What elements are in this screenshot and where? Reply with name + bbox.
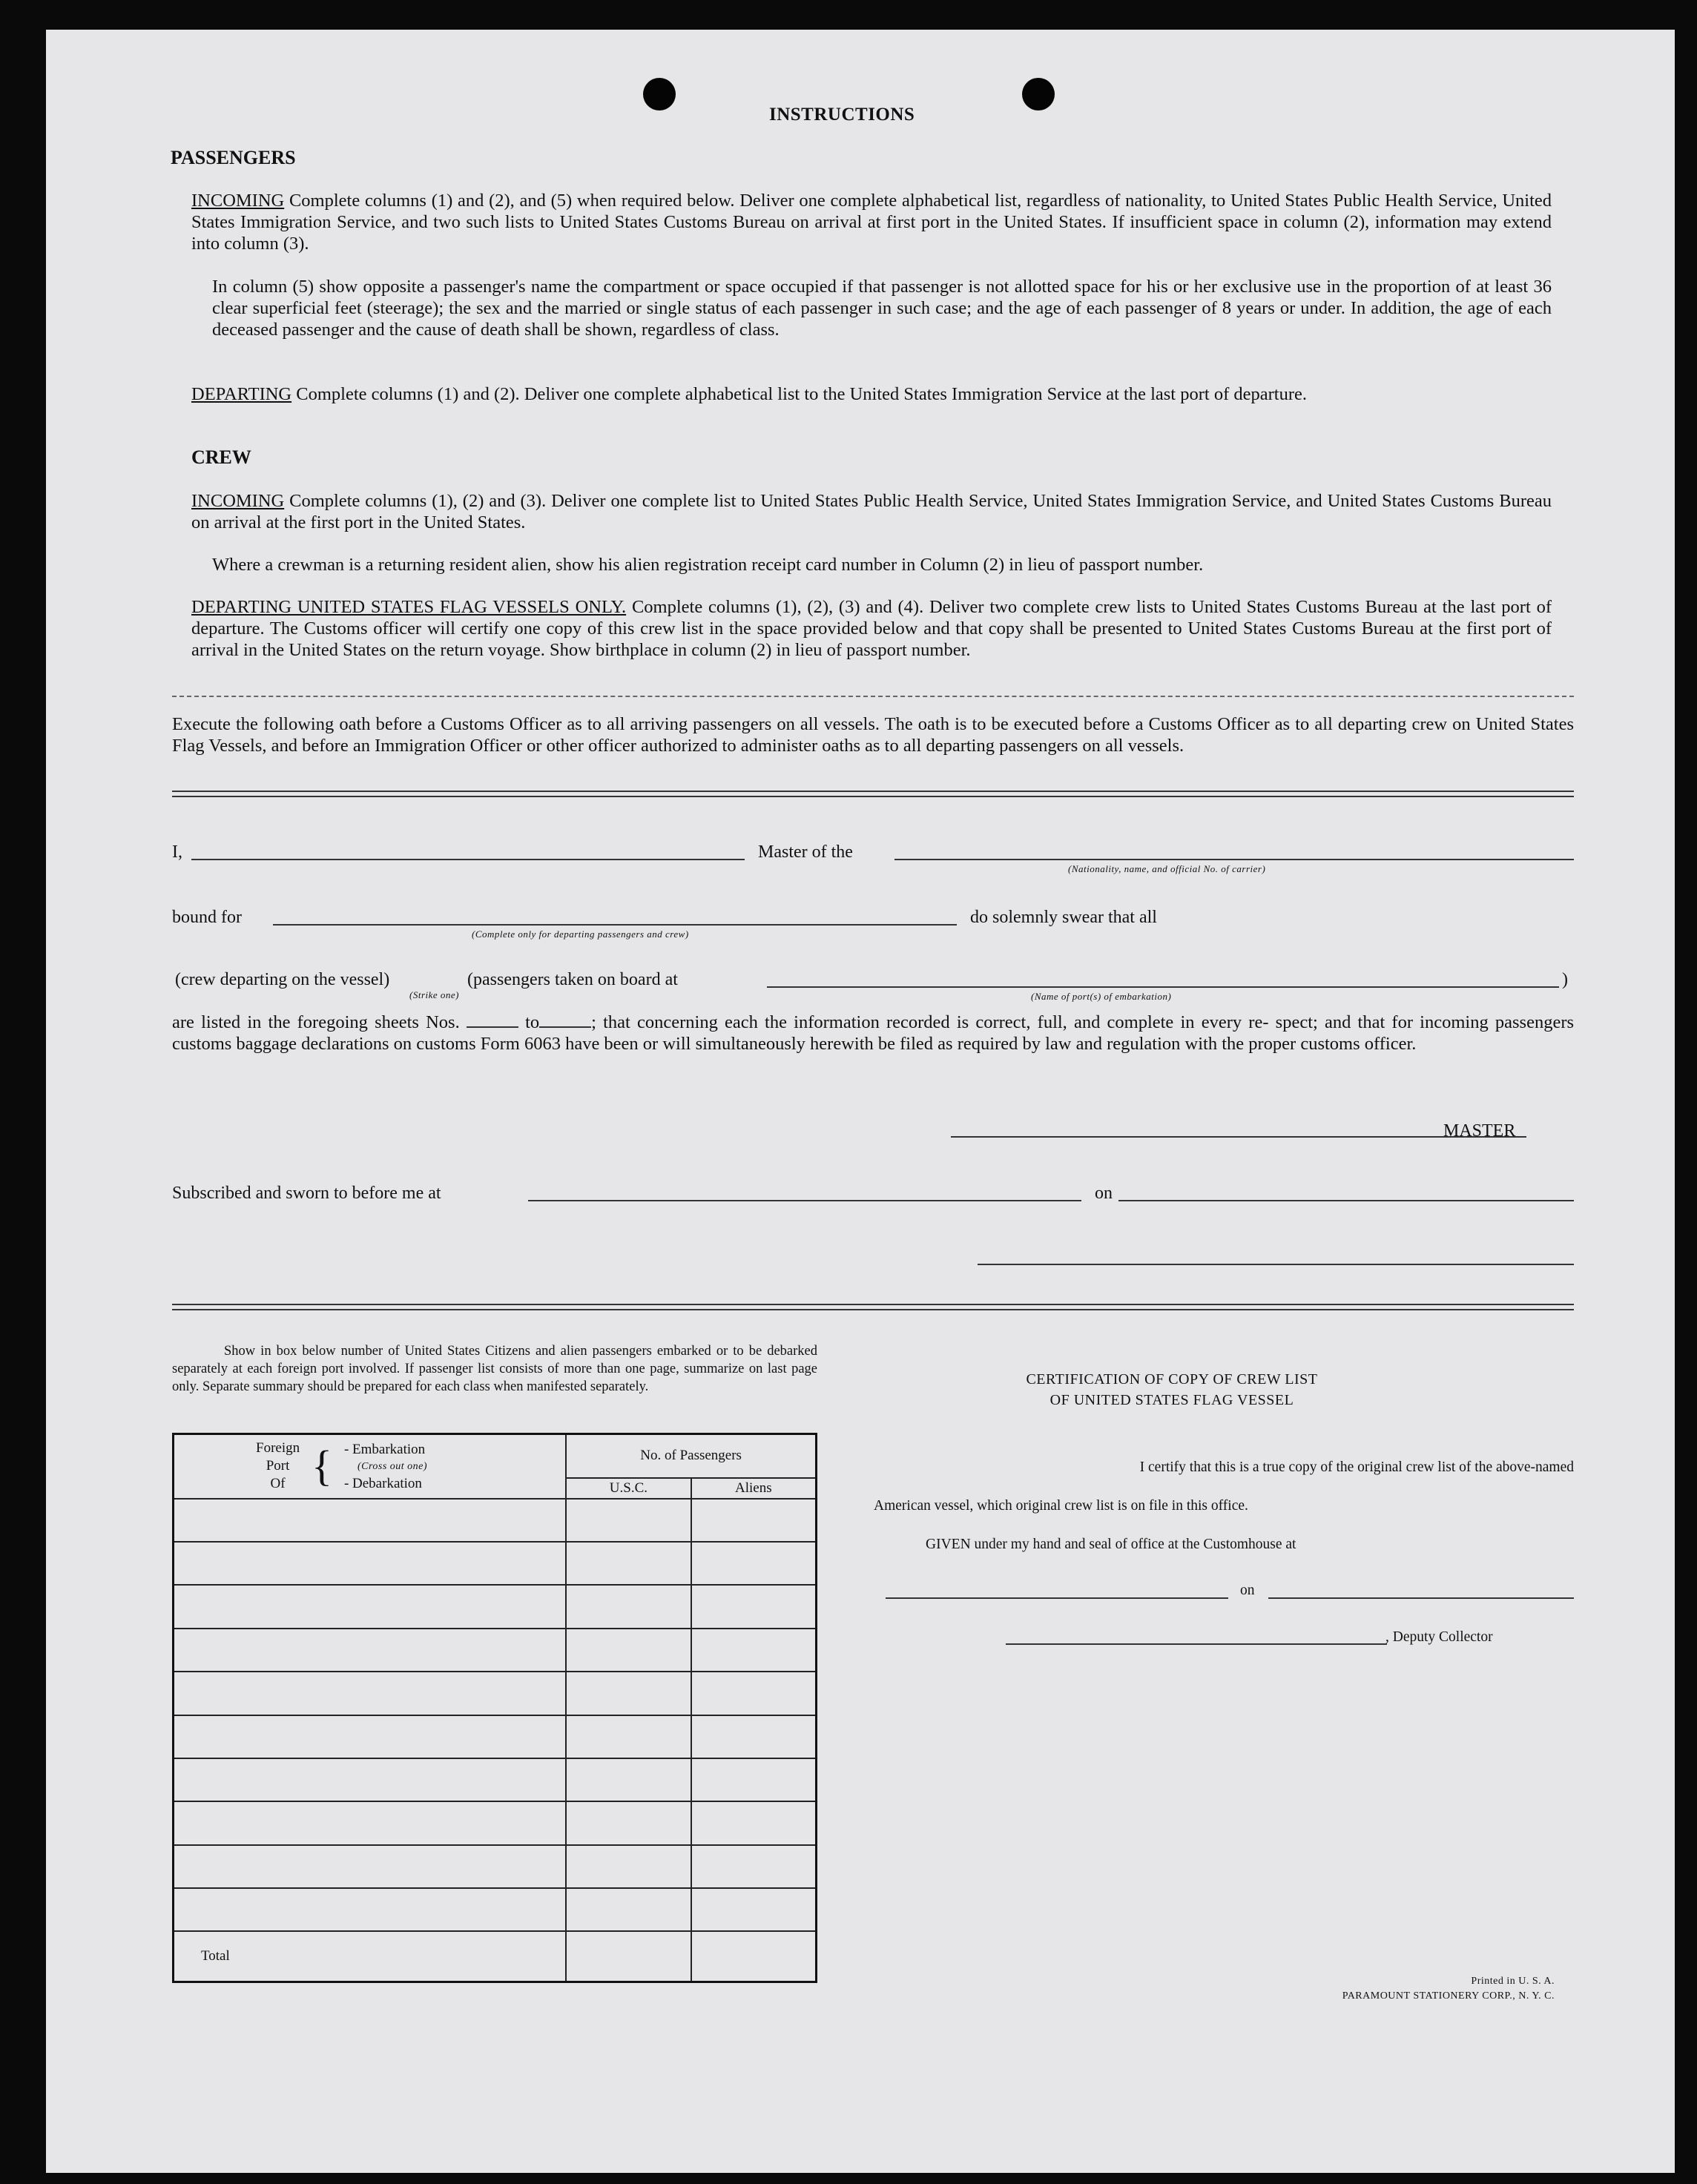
summary-instructions: Show in box below number of United States Citizens and alien passengers embarked or to be debarked separately at each foreign port involved. If passenger list consists of more than one page, summarize on last page only. Separate summary should be prepared for each class when manifested separately. xyxy=(172,1344,817,1394)
bound-for-field[interactable] xyxy=(273,924,957,926)
crew-incoming-label: INCOMING xyxy=(191,491,285,511)
port-cell[interactable] xyxy=(174,1585,567,1628)
aliens-cell[interactable] xyxy=(691,1888,817,1931)
carrier-field[interactable] xyxy=(894,859,1574,860)
total-row xyxy=(174,1931,817,1982)
usc-cell[interactable] xyxy=(566,1499,691,1542)
crew-departing-option: (crew departing on the vessel) xyxy=(175,970,390,989)
listed-post-text: ; that concerning each the information recorded is correct, full, and complete in every re- xyxy=(591,1012,1269,1032)
usc-cell[interactable] xyxy=(566,1585,691,1628)
oath-i-label: I, xyxy=(172,842,182,862)
port-cell[interactable] xyxy=(174,1715,567,1758)
aliens-cell[interactable] xyxy=(691,1499,817,1542)
usc-cell[interactable] xyxy=(566,1888,691,1931)
table-row xyxy=(174,1715,817,1758)
total-usc-cell[interactable] xyxy=(566,1931,691,1982)
table-row xyxy=(174,1801,817,1844)
certification-title xyxy=(912,1369,1431,1411)
printer-line2: PARAMOUNT STATIONERY CORP., N. Y. C. xyxy=(1342,1990,1555,2002)
passengers-column5-paragraph: In column (5) show opposite a passenger's name the compartment or space occupied if that passenger is not allotted space for his or her exclusive use in the proportion of at least 36 clear superficial feet (steerage); the sex and the married or single status of each passenger in such case; and the age of each passenger of 8 years or under. In addition, the age of each deceased passenger and the cause of death shall be shown, regardless of class. xyxy=(212,277,1552,340)
listed-rest-text: spect; and that for incoming passengers customs baggage declarations on customs Form 6063 have been or will simultaneously herewith be filed as required by law and regulation with the proper customs officer. xyxy=(172,1012,1575,1054)
port-cell[interactable] xyxy=(174,1629,567,1672)
deputy-collector-label: , Deputy Collector xyxy=(1385,1629,1493,1645)
bound-for-hint: (Complete only for departing passengers and crew) xyxy=(472,928,689,940)
crew-incoming-paragraph xyxy=(191,490,1552,533)
officer-signature-field[interactable] xyxy=(978,1264,1574,1265)
usc-cell[interactable] xyxy=(566,1542,691,1585)
deputy-signature-field[interactable] xyxy=(1006,1643,1387,1645)
certification-line2: American vessel, which original crew list is on file in this office. xyxy=(874,1498,1248,1514)
aliens-cell[interactable] xyxy=(691,1542,817,1585)
certification-title-line1: CERTIFICATION OF COPY OF CREW LIST xyxy=(1026,1371,1318,1388)
table-row xyxy=(174,1585,817,1628)
certification-line1: I certify that this is a true copy of the original crew list of the above-named xyxy=(1139,1459,1574,1475)
port-cell[interactable] xyxy=(174,1845,567,1888)
table-row xyxy=(174,1888,817,1931)
no-passengers-header: No. of Passengers xyxy=(566,1434,816,1478)
form-sheet xyxy=(46,30,1675,2173)
aliens-cell[interactable] xyxy=(691,1845,817,1888)
passengers-incoming-paragraph xyxy=(191,190,1552,254)
embarkation-hint: (Name of port(s) of embarkation) xyxy=(1031,991,1172,1002)
summary-header-row xyxy=(174,1434,817,1478)
port-cell[interactable] xyxy=(174,1499,567,1542)
aliens-cell[interactable] xyxy=(691,1715,817,1758)
printer-imprint xyxy=(1114,1974,1555,2004)
table-row xyxy=(174,1542,817,1585)
sworn-place-field[interactable] xyxy=(528,1200,1081,1201)
table-row xyxy=(174,1629,817,1672)
master-of-the-label: Master of the xyxy=(758,842,853,862)
embarkation-label[interactable]: - Embarkation xyxy=(343,1441,426,1457)
aliens-cell[interactable] xyxy=(691,1758,817,1801)
listed-pre-text: are listed in the foregoing sheets Nos. xyxy=(172,1012,460,1032)
port-header-cell xyxy=(174,1434,567,1499)
crew-resident-paragraph: Where a crewman is a returning resident alien, show his alien registration receipt card number in Column (2) in lieu of passport number. xyxy=(212,555,1204,575)
usc-header: U.S.C. xyxy=(566,1478,691,1499)
usc-cell[interactable] xyxy=(566,1715,691,1758)
port-cell[interactable] xyxy=(174,1542,567,1585)
passengers-incoming-text: Complete columns (1) and (2), and (5) when required below. Deliver one complete alphabetical list, regardless of nationality, to United States Public Health Service, United States Immigration Service, and two such lists to United States Customs Bureau on arrival at first port in the United States. If insufficient space in column (2), information may extend into column (3). xyxy=(191,191,1552,254)
section-divider-dashed xyxy=(172,696,1574,697)
debarkation-label[interactable]: - Debarkation xyxy=(343,1475,422,1491)
crew-heading: CREW xyxy=(191,446,251,468)
subscribed-label: Subscribed and sworn to before me at xyxy=(172,1184,441,1203)
close-paren: ) xyxy=(1562,970,1568,989)
sheet-to-field[interactable] xyxy=(539,1016,591,1028)
usc-cell[interactable] xyxy=(566,1629,691,1672)
passengers-departing-label: DEPARTING xyxy=(191,384,292,404)
punch-hole-left xyxy=(643,78,676,110)
certification-on-label: on xyxy=(1240,1583,1255,1598)
usc-cell[interactable] xyxy=(566,1672,691,1715)
passengers-heading: PASSENGERS xyxy=(171,147,296,168)
customhouse-field[interactable] xyxy=(886,1597,1228,1599)
crew-departing-text: Complete columns (1), (2), (3) and (4). Deliver two complete crew lists to United States Customs Bureau at the last port of departure. The Customs officer will certify one copy of this crew list in the space provided below and that copy shall be presented to United States Customs Bureau at the first port of arrival in the United States on the return voyage. Show birthplace in column (2) in lieu of passport number. xyxy=(191,597,1552,660)
crew-departing-paragraph xyxy=(191,596,1552,661)
table-row xyxy=(174,1499,817,1542)
port-label-of: Of xyxy=(270,1476,286,1492)
passengers-incoming-label: INCOMING xyxy=(191,191,285,211)
aliens-cell[interactable] xyxy=(691,1585,817,1628)
passenger-summary-table xyxy=(172,1433,817,1983)
certification-title-line2: OF UNITED STATES FLAG VESSEL xyxy=(1049,1392,1294,1408)
swear-label: do solemnly swear that all xyxy=(970,908,1157,927)
aliens-cell[interactable] xyxy=(691,1672,817,1715)
punch-hole-right xyxy=(1022,78,1055,110)
usc-cell[interactable] xyxy=(566,1758,691,1801)
usc-cell[interactable] xyxy=(566,1845,691,1888)
port-label-foreign: Foreign xyxy=(256,1440,300,1456)
instructions-title: INSTRUCTIONS xyxy=(769,105,915,125)
bound-for-label: bound for xyxy=(172,908,242,927)
usc-cell[interactable] xyxy=(566,1801,691,1844)
crew-departing-label: DEPARTING UNITED STATES FLAG VESSELS ONLY. xyxy=(191,597,627,617)
embarkation-port-field[interactable] xyxy=(767,986,1559,988)
total-label: Total xyxy=(174,1931,567,1982)
printer-line1: Printed in U. S. A. xyxy=(1471,1976,1555,1987)
port-cell[interactable] xyxy=(174,1758,567,1801)
aliens-cell[interactable] xyxy=(691,1629,817,1672)
master-label: MASTER xyxy=(1443,1121,1516,1141)
master-signature-field[interactable] xyxy=(951,1136,1526,1138)
sheet-from-field[interactable] xyxy=(467,1016,518,1028)
passengers-departing-paragraph xyxy=(191,383,1552,405)
lower-divider xyxy=(172,1304,1574,1310)
listed-to-text: to xyxy=(525,1012,540,1032)
cross-out-hint: (Cross out one) xyxy=(357,1460,428,1472)
table-row xyxy=(174,1672,817,1715)
brace-icon: { xyxy=(312,1442,332,1491)
sworn-on-label: on xyxy=(1095,1184,1113,1203)
certification-line3: GIVEN under my hand and seal of office at the Customhouse at xyxy=(926,1537,1296,1552)
oath-listed-paragraph xyxy=(172,1012,1574,1055)
passengers-departing-text: Complete columns (1) and (2). Deliver one complete alphabetical list to the United States Immigration Service at the last port of departure. xyxy=(291,384,1307,404)
master-name-field[interactable] xyxy=(191,859,745,860)
aliens-header: Aliens xyxy=(691,1478,817,1499)
oath-divider xyxy=(172,791,1574,797)
sworn-date-field[interactable] xyxy=(1118,1200,1574,1201)
port-cell[interactable] xyxy=(174,1801,567,1844)
strike-one-hint: (Strike one) xyxy=(409,989,460,1000)
total-aliens-cell[interactable] xyxy=(691,1931,817,1982)
oath-intro-paragraph: Execute the following oath before a Customs Officer as to all arriving passengers on all vessels. The oath is to be executed before a Customs Officer as to all departing crew on United States Flag Vessels, and before an Immigration Officer or other officer authorized to administer oaths as to all departing passengers on all vessels. xyxy=(172,714,1574,756)
table-row xyxy=(174,1845,817,1888)
port-label-port: Port xyxy=(266,1458,290,1474)
port-cell[interactable] xyxy=(174,1672,567,1715)
table-row xyxy=(174,1758,817,1801)
port-cell[interactable] xyxy=(174,1888,567,1931)
certification-date-field[interactable] xyxy=(1268,1597,1574,1599)
crew-incoming-text: Complete columns (1), (2) and (3). Deliver one complete list to United States Public Health Service, United States Immigration Service, and United States Customs Bureau on arrival at the first port in the United States. xyxy=(191,491,1552,532)
aliens-cell[interactable] xyxy=(691,1801,817,1844)
passengers-taken-option: (passengers taken on board at xyxy=(467,970,678,989)
carrier-hint: (Nationality, name, and official No. of carrier) xyxy=(1068,863,1266,874)
